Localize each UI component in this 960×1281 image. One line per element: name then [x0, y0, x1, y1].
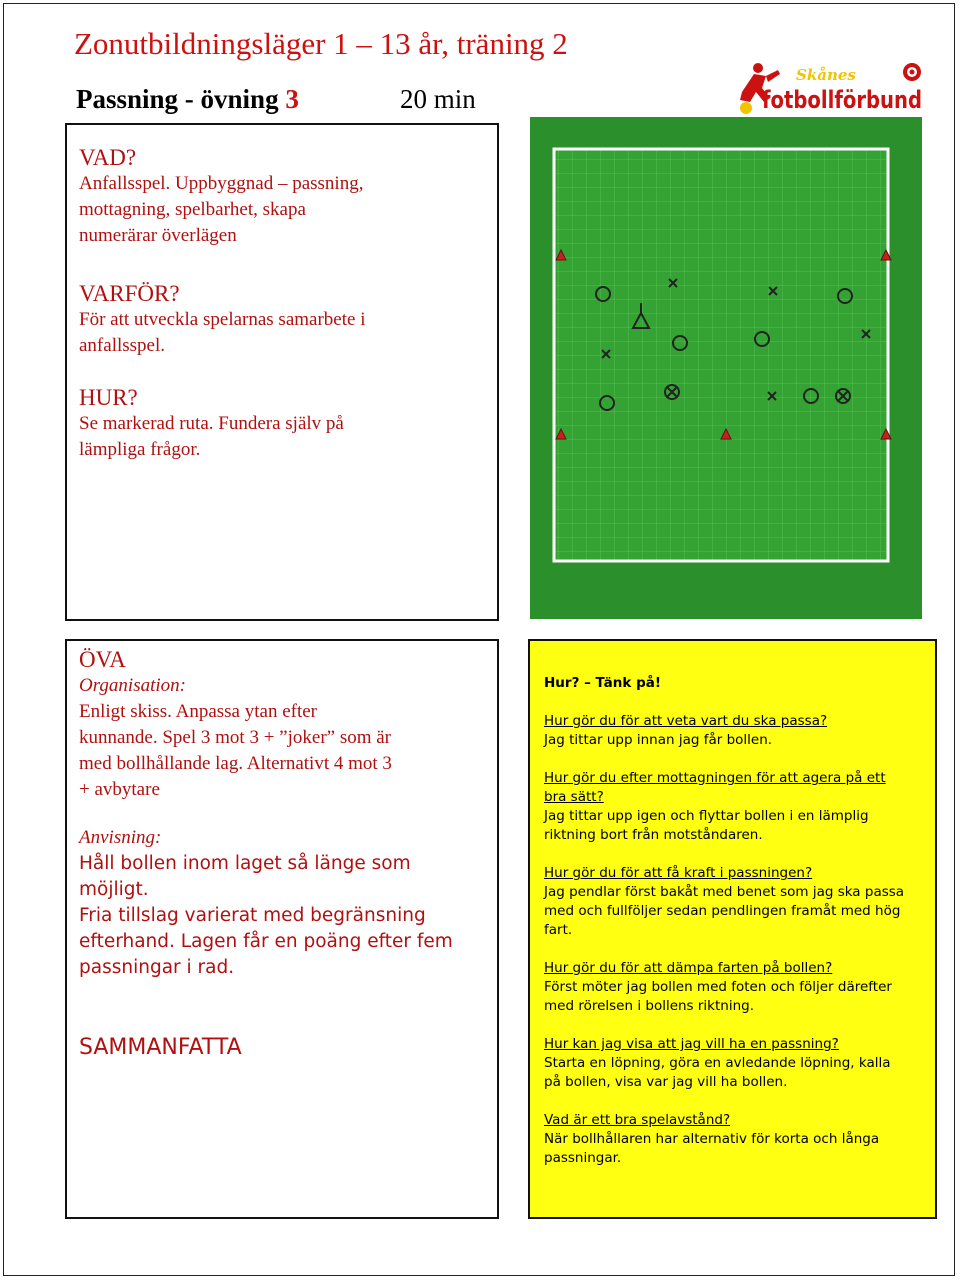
- sammanfatta-heading: SAMMANFATTA: [79, 1035, 242, 1060]
- qa-answer: Först möter jag bollen med foten och följer därefter: [544, 979, 892, 995]
- varfor-line: anfallsspel.: [79, 335, 166, 356]
- vad-section: [79, 145, 483, 249]
- qa-question: Hur gör du för att veta vart du ska passa?: [544, 713, 828, 729]
- qa-item: [544, 769, 925, 845]
- hur-heading: HUR?: [79, 385, 138, 410]
- qa-answer: fart.: [544, 922, 573, 938]
- qa-item: [544, 712, 925, 750]
- qa-item: [544, 1111, 925, 1168]
- page-title: Zonutbildningsläger 1 – 13 år, träning 2: [74, 26, 568, 61]
- field-diagram: [530, 117, 922, 619]
- tank-pa-heading: Hur? – Tänk på!: [544, 675, 662, 691]
- organisation-label: Organisation:: [79, 675, 186, 696]
- vad-heading: VAD?: [79, 145, 137, 170]
- vad-line: numerärar överlägen: [79, 225, 237, 246]
- organisation-line: med bollhållande lag. Alternativt 4 mot 3: [79, 753, 392, 774]
- anvisning-line: Fria tillslag varierat med begränsning: [79, 905, 426, 926]
- qa-answer: Jag tittar upp innan jag får bollen.: [544, 732, 773, 748]
- qa-answer: Jag tittar upp igen och flyttar bollen i en lämplig: [544, 808, 869, 824]
- anvisning-label: Anvisning:: [79, 827, 162, 848]
- qa-answer: Starta en löpning, göra en avledande löpning, kalla: [544, 1055, 891, 1071]
- skanes-fotbollforbund-logo: [736, 58, 924, 118]
- qa-answer: passningar.: [544, 1150, 622, 1166]
- qa-answer: Jag pendlar först bakåt med benet som jag ska passa: [544, 884, 905, 900]
- vad-line: mottagning, spelbarhet, skapa: [79, 199, 306, 220]
- tank-pa-content: [544, 675, 925, 1168]
- varfor-section: [79, 281, 483, 359]
- qa-answer: riktning bort från motståndaren.: [544, 827, 763, 843]
- anvisning-line: möjligt.: [79, 879, 149, 900]
- qa-item: [544, 959, 925, 1016]
- qa-question: Hur gör du för att få kraft i passningen?: [544, 865, 813, 881]
- varfor-line: För att utveckla spelarnas samarbete i: [79, 309, 366, 330]
- hur-line: lämpliga frågor.: [79, 439, 201, 460]
- logo-top-text: Skånes: [796, 66, 856, 84]
- qa-item: [544, 864, 925, 940]
- organisation-line: + avbytare: [79, 779, 160, 800]
- exercise-number: 3: [285, 84, 299, 114]
- qa-answer: med och fullföljer sedan pendlingen framåt med hög: [544, 903, 901, 919]
- ova-heading: ÖVA: [79, 647, 126, 672]
- organisation-line: Enligt skiss. Anpassa ytan efter: [79, 701, 317, 722]
- qa-item: [544, 1035, 925, 1092]
- varfor-heading: VARFÖR?: [79, 281, 180, 306]
- ova-section: [79, 647, 483, 803]
- anvisning-section: [79, 825, 483, 981]
- hur-line: Se markerad ruta. Fundera själv på: [79, 413, 344, 434]
- qa-question: Hur kan jag visa att jag vill ha en passning?: [544, 1036, 839, 1052]
- qa-answer: När bollhållaren har alternativ för korta och långa: [544, 1131, 880, 1147]
- anvisning-line: efterhand. Lagen får en poäng efter fem: [79, 931, 453, 952]
- vad-varfor-hur-box: [65, 123, 499, 621]
- organisation-line: kunnande. Spel 3 mot 3 + ”joker” som är: [79, 727, 392, 748]
- ova-box: [65, 639, 499, 1219]
- qa-question: bra sätt?: [544, 789, 604, 805]
- qa-question: Hur gör du för att dämpa farten på bollen?: [544, 960, 833, 976]
- qa-answer: med rörelsen i bollens riktning.: [544, 998, 755, 1014]
- sammanfatta-section: [79, 1035, 483, 1061]
- hur-section: [79, 385, 483, 463]
- duration: 20 min: [400, 84, 476, 114]
- qa-question: Vad är ett bra spelavstånd?: [544, 1112, 731, 1128]
- exercise-subtitle: [76, 84, 299, 115]
- logo-emblem: [903, 63, 921, 81]
- qa-question: Hur gör du efter mottagningen för att agera på ett: [544, 770, 886, 786]
- vad-line: Anfallsspel. Uppbyggnad – passning,: [79, 173, 364, 194]
- anvisning-line: Håll bollen inom laget så länge som: [79, 853, 411, 874]
- subtitle-prefix: Passning - övning: [76, 84, 286, 114]
- anvisning-line: passningar i rad.: [79, 957, 235, 978]
- tank-pa-box: [528, 639, 937, 1219]
- qa-answer: på bollen, visa var jag vill ha bollen.: [544, 1074, 788, 1090]
- logo-bottom-text: fotbollförbund: [762, 86, 922, 114]
